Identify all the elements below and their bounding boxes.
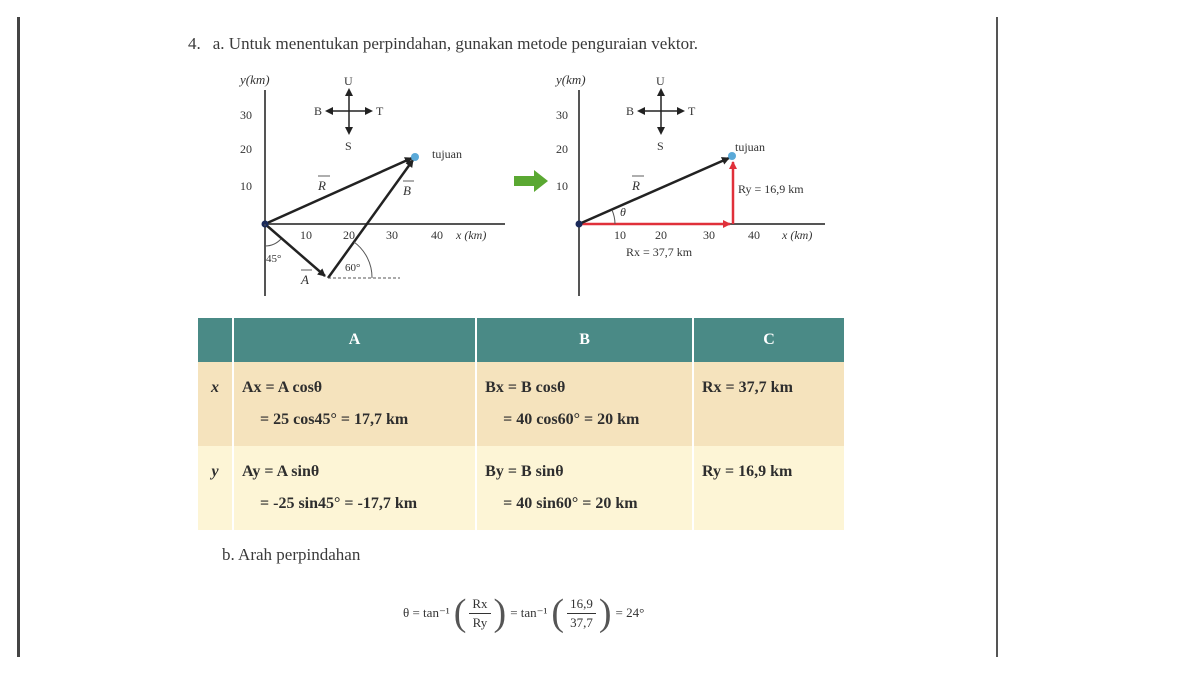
right-x-tick-20: 20 <box>655 228 667 242</box>
right-x-tick-40: 40 <box>748 228 760 242</box>
formula-num2: 16,9 <box>567 595 596 614</box>
row-y-A-cell <box>233 446 476 530</box>
formula-right-paren-1: ) <box>493 592 507 634</box>
left-vector-B-label: B <box>403 183 411 198</box>
left-angle-60-label: 60° <box>345 262 361 274</box>
formula-left-paren-1: ( <box>453 592 467 634</box>
row-y-B-line2: = 40 sin60° = 20 km <box>503 495 638 512</box>
right-Rx-label: Rx = 37,7 km <box>626 245 693 259</box>
vector-components-table <box>198 318 844 530</box>
left-x-tick-40: 40 <box>431 228 443 242</box>
left-compass <box>314 74 384 153</box>
right-x-tick-30: 30 <box>703 228 715 242</box>
right-y-axis-label: y(km) <box>556 72 586 87</box>
left-destination-dot <box>411 153 419 161</box>
left-diagram <box>238 72 505 296</box>
right-angle-arc-theta <box>612 210 615 224</box>
right-Ry-label: Ry = 16,9 km <box>738 182 804 196</box>
right-diagram <box>554 72 825 296</box>
right-destination-label: tujuan <box>735 140 765 154</box>
right-y-tick-30: 30 <box>556 108 568 122</box>
row-x-B-cell <box>476 362 693 446</box>
formula-den2: 37,7 <box>570 614 593 630</box>
row-x-A-cell <box>233 362 476 446</box>
row-y-A-line2: = -25 sin45° = -17,7 km <box>260 495 418 512</box>
left-x-tick-20: 20 <box>343 228 355 242</box>
left-vector-R-label: R <box>318 178 326 193</box>
formula-num1: Rx <box>469 595 490 614</box>
formula-fraction-2 <box>567 595 596 632</box>
left-compass-north: U <box>344 74 353 88</box>
formula-lhs: θ = tan⁻¹ <box>403 605 450 620</box>
left-x-tick-10: 10 <box>300 228 312 242</box>
table-header-row <box>198 318 844 362</box>
row-y-B-line1: By = B sinθ <box>485 463 564 480</box>
right-x-axis-label: x (km) <box>782 228 813 242</box>
row-y-C-line1: Ry = 16,9 km <box>702 463 793 480</box>
row-x-label: x <box>198 362 233 446</box>
right-compass <box>626 74 696 153</box>
row-x-C-cell <box>693 362 844 446</box>
row-x-A-line2: = 25 cos45° = 17,7 km <box>260 411 409 428</box>
part-b-heading: b. Arah perpindahan <box>222 545 361 564</box>
left-angle-arc-45 <box>265 239 281 246</box>
left-y-tick-30: 30 <box>240 108 252 122</box>
right-compass-north: U <box>656 74 665 88</box>
question-part-a: a. Untuk menentukan perpindahan, gunakan metode penguraian vektor. <box>212 34 699 53</box>
left-y-axis-label: y(km) <box>240 72 270 87</box>
left-angle-45-label: 45° <box>266 253 282 265</box>
row-y-label: y <box>198 446 233 530</box>
right-vector-R-label: R <box>632 178 640 193</box>
left-y-tick-10: 10 <box>240 179 252 193</box>
row-x-B-line1: Bx = B cosθ <box>485 379 566 396</box>
row-y-C-cell <box>693 446 844 530</box>
left-x-axis-label: x (km) <box>456 228 487 242</box>
right-compass-east: T <box>688 104 696 118</box>
table-header-C: C <box>693 318 844 362</box>
table-header-A: A <box>233 318 476 362</box>
table-header-empty <box>198 318 233 362</box>
row-x-B-line2: = 40 cos60° = 20 km <box>503 411 640 428</box>
left-compass-south: S <box>345 139 352 153</box>
question-number: 4. <box>188 34 201 53</box>
direction-formula <box>400 594 647 632</box>
row-x-A-line1: Ax = A cosθ <box>242 379 323 396</box>
right-origin-dot <box>576 221 583 228</box>
formula-result: = 24° <box>615 605 645 620</box>
left-vector-A-label: A <box>301 272 309 287</box>
right-compass-south: S <box>657 139 664 153</box>
right-y-tick-10: 10 <box>556 179 568 193</box>
formula-left-paren-2: ( <box>551 592 565 634</box>
left-y-tick-20: 20 <box>240 142 252 156</box>
row-y-A-line1: Ay = A sinθ <box>242 463 320 480</box>
row-y-B-cell <box>476 446 693 530</box>
right-x-tick-10: 10 <box>614 228 626 242</box>
left-compass-east: T <box>376 104 384 118</box>
left-compass-west: B <box>314 104 323 118</box>
right-vector-R <box>579 158 729 224</box>
table-header-B: B <box>476 318 693 362</box>
right-theta-label: θ <box>620 205 626 219</box>
right-y-tick-20: 20 <box>556 142 568 156</box>
row-x-C-line1: Rx = 37,7 km <box>702 379 793 396</box>
formula-den1: Ry <box>472 614 488 630</box>
table-row-y <box>198 446 844 530</box>
left-destination-label: tujuan <box>432 147 462 161</box>
left-x-tick-30: 30 <box>386 228 398 242</box>
formula-fraction-1 <box>469 595 490 632</box>
vector-diagrams <box>0 0 1200 310</box>
transition-arrow-icon <box>514 170 548 192</box>
table-row-x <box>198 362 844 446</box>
right-compass-west: B <box>626 104 635 118</box>
formula-mid: = tan⁻¹ <box>510 605 548 620</box>
formula-right-paren-2: ) <box>598 592 612 634</box>
left-vector-A <box>265 224 325 276</box>
